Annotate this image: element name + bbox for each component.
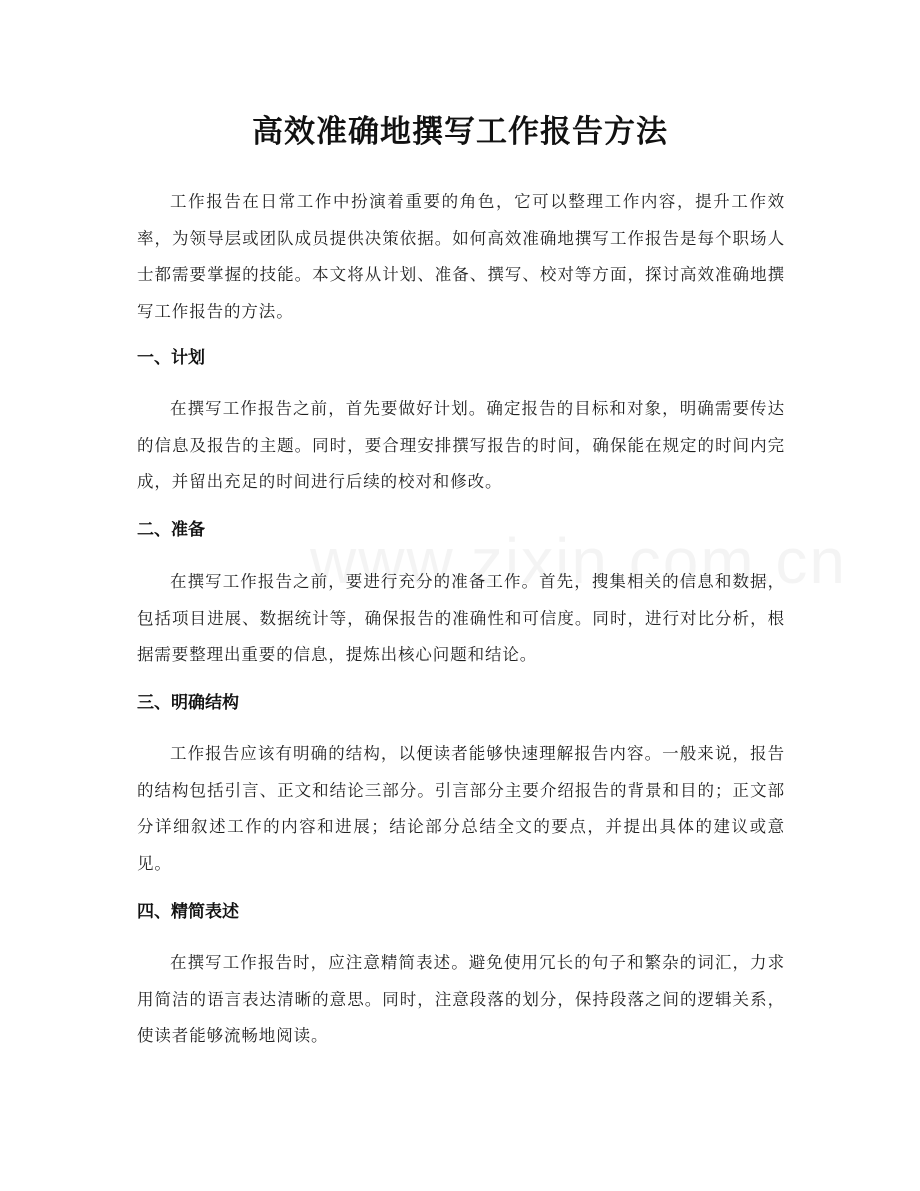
document-title: 高效准确地撰写工作报告方法 (252, 114, 668, 150)
section-body-structure: 工作报告应该有明确的结构，以便读者能够快速理解报告内容。一般来说，报告的结构包括引言、正文和结论三部分。引言部分主要介绍报告的背景和目的；正文部分详细叙述工作的内容和进展；结论部分总结全文的要点，并提出具体的建议或意见。 (137, 744, 785, 873)
intro-paragraph: 工作报告在日常工作中扮演着重要的角色，它可以整理工作内容，提升工作效率，为领导层或团队成员提供决策依据。如何高效准确地撰写工作报告是每个职场人士都需要掌握的技能。本文将从计划、准备、撰写、校对等方面，探讨高效准确地撰写工作报告的方法。 (137, 192, 785, 321)
section-body-concise: 在撰写工作报告时，应注意精简表述。避免使用冗长的句子和繁杂的词汇，力求用简洁的语言表达清晰的意思。同时，注意段落的划分，保持段落之间的逻辑关系，使读者能够流畅地阅读。 (137, 953, 785, 1045)
section-heading-structure: 三、明确结构 (137, 693, 239, 713)
section-body-plan: 在撰写工作报告之前，首先要做好计划。确定报告的目标和对象，明确需要传达的信息及报告的主题。同时，要合理安排撰写报告的时间，确保能在规定的时间内完成，并留出充足的时间进行后续的校对和修改。 (137, 399, 785, 491)
section-heading-concise: 四、精简表述 (137, 902, 239, 922)
section-heading-prepare: 二、准备 (137, 520, 205, 540)
section-body-prepare: 在撰写工作报告之前，要进行充分的准备工作。首先，搜集相关的信息和数据，包括项目进展、数据统计等，确保报告的准确性和可信度。同时，进行对比分析，根据需要整理出重要的信息，提炼出核心问题和结论。 (137, 572, 785, 664)
section-heading-plan: 一、计划 (137, 348, 205, 368)
